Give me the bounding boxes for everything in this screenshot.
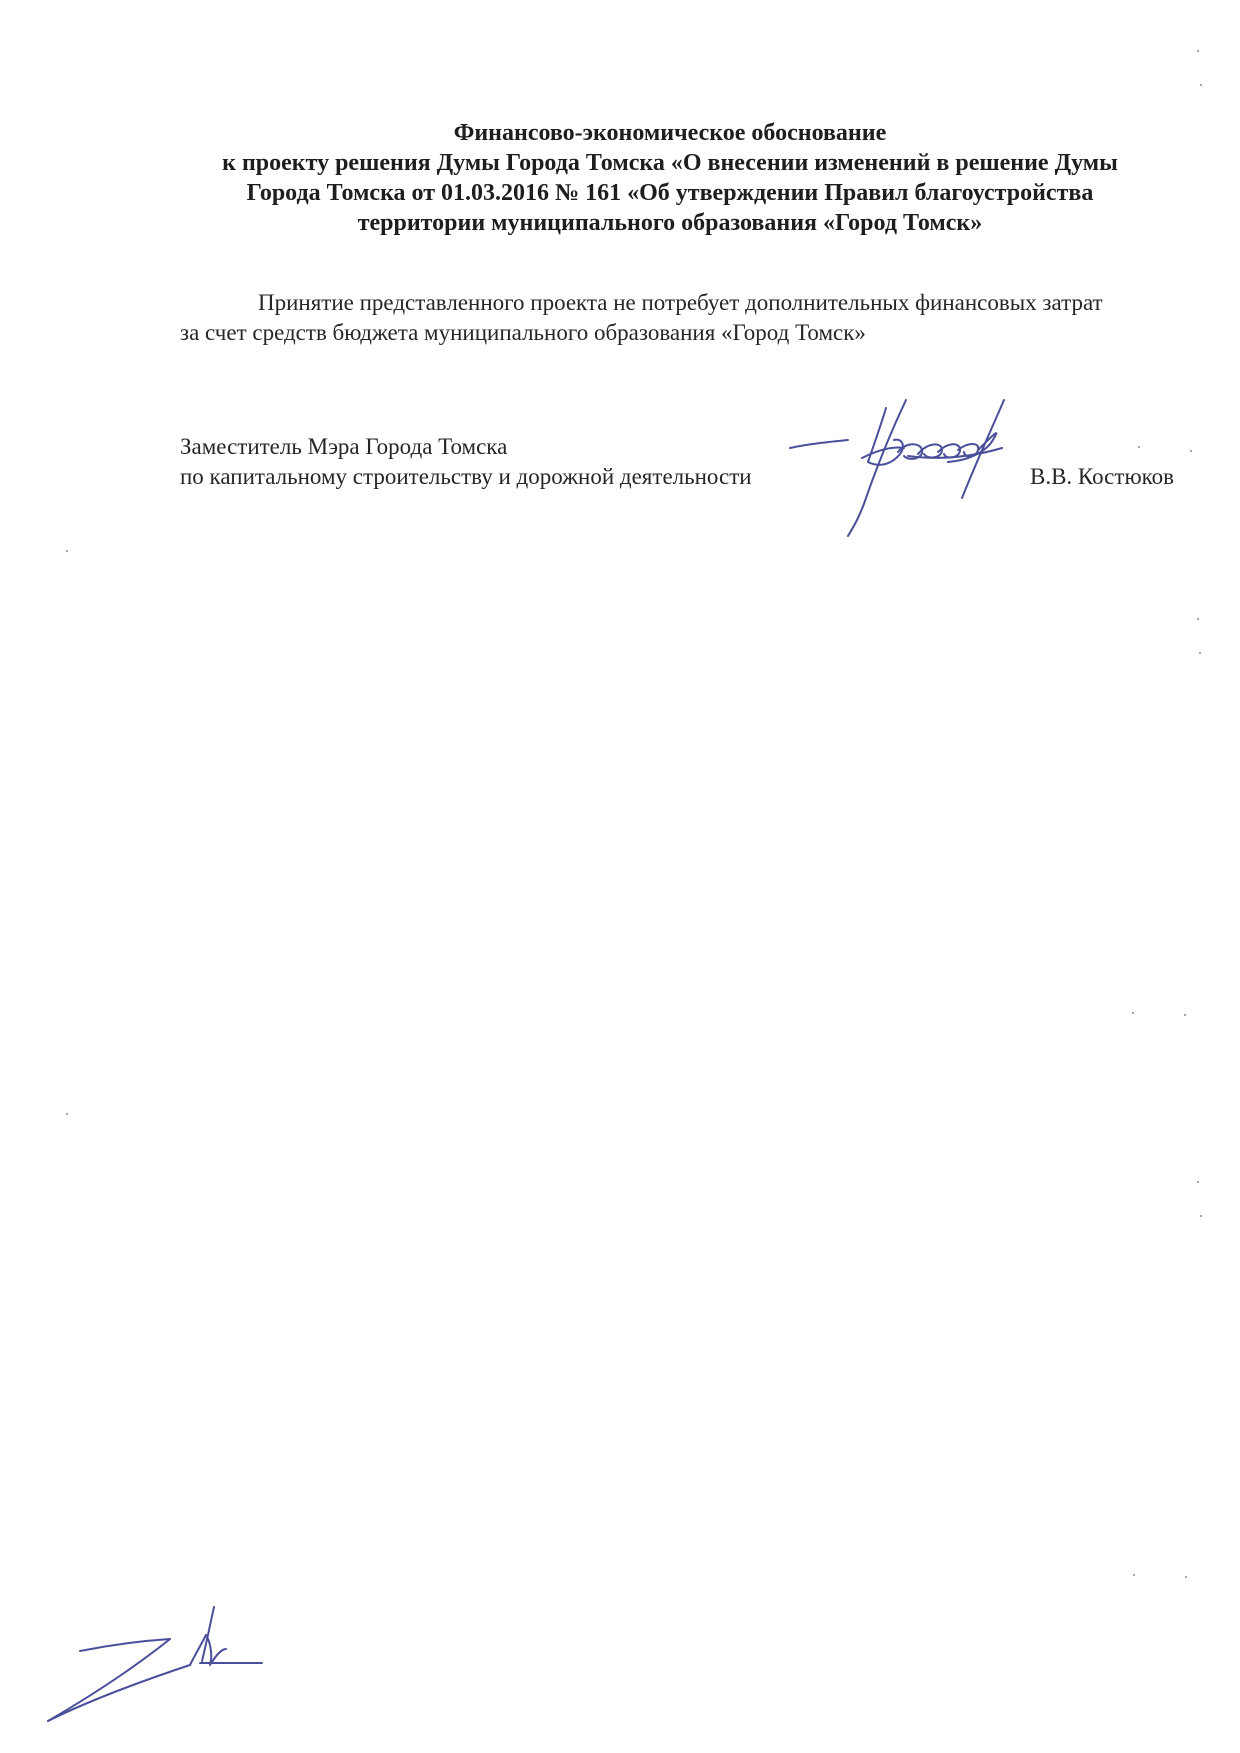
handwritten-signature-icon	[788, 398, 1048, 538]
body-paragraph	[180, 288, 1190, 348]
body-line: Принятие представленного проекта не потребует дополнительных финансовых затрат	[258, 290, 1103, 315]
scan-speck	[1184, 1014, 1186, 1016]
signatory-position-line1: Заместитель Мэра Города Томска	[180, 434, 508, 459]
scan-speck	[1132, 1012, 1134, 1014]
signatory-name: В.В. Костюков	[1029, 464, 1174, 489]
title-line: к проекту решения Думы Города Томска «О внесении изменений в решение Думы	[222, 150, 1118, 176]
title-line: Города Томска от 01.03.2016 № 161 «Об утверждении Правил благоустройства	[246, 180, 1094, 206]
scan-speck	[1197, 50, 1199, 52]
document-title	[150, 118, 1190, 238]
scan-speck	[1138, 446, 1140, 448]
body-line: за счет средств бюджета муниципального образования «Город Томск»	[180, 320, 866, 345]
scan-speck	[1190, 450, 1192, 452]
scan-speck	[66, 1113, 68, 1115]
scan-speck	[66, 550, 68, 552]
scan-speck	[1197, 618, 1199, 620]
scan-speck	[1197, 1181, 1199, 1183]
scan-speck	[1200, 1215, 1202, 1217]
scan-speck	[1200, 84, 1202, 86]
title-line: территории муниципального образования «Город Томск»	[357, 210, 983, 236]
signatory-position-line2: по капитальному строительству и дорожной деятельности	[180, 464, 752, 489]
scan-speck	[1199, 652, 1201, 654]
scan-speck	[1185, 1576, 1187, 1578]
initials-mark-icon	[40, 1605, 300, 1725]
scan-speck	[1133, 1574, 1135, 1576]
title-line: Финансово-экономическое обоснование	[453, 120, 887, 146]
